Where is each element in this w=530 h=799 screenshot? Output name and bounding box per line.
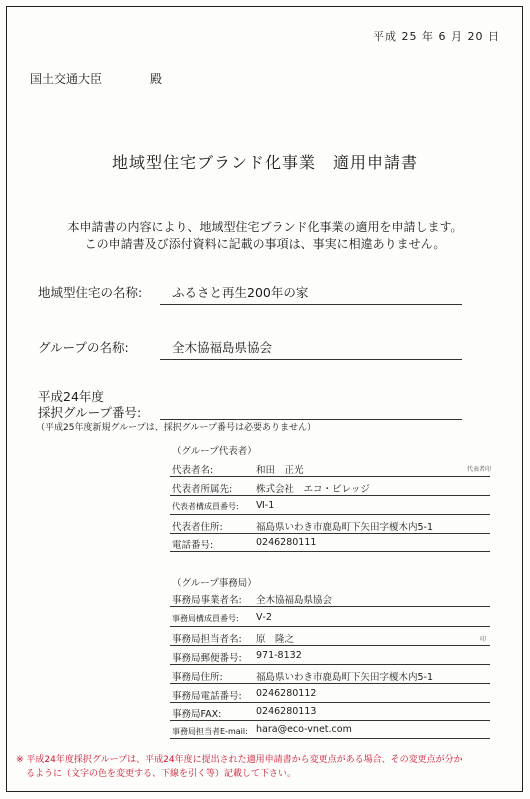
office-email-value: hara@eco-vnet.com <box>256 724 352 735</box>
office-phone-underline <box>170 702 490 703</box>
office-fax-label: 事務局FAX: <box>172 709 222 720</box>
office-contact-value: 原 隆之 <box>256 634 295 645</box>
office-postal-label: 事務局郵便番号: <box>172 653 242 664</box>
representative-heading: （グループ代表者） <box>172 446 257 457</box>
document-title: 地域型住宅ブランド化事業 適用申請書 <box>111 153 418 172</box>
rep-phone-value: 0246280111 <box>256 537 317 548</box>
rep-name-label: 代表者名: <box>172 465 214 476</box>
rep-member-number-underline <box>170 514 490 515</box>
intro-line-2: この申請書及び添付資料に記載の事項は、事実に相違ありません。 <box>84 237 446 251</box>
rep-member-number-label: 代表者構成員番号: <box>172 502 239 511</box>
rep-phone-underline <box>170 551 490 552</box>
rep-phone-label: 電話番号: <box>172 540 214 551</box>
addressee-honorific: 殿 <box>150 72 163 86</box>
office-address-value: 福島県いわき市鹿島町下矢田字榎木内5-1 <box>256 672 434 683</box>
brand-name-underline <box>160 304 462 305</box>
office-company-value: 全木協福島県協会 <box>256 595 333 606</box>
office-company-underline <box>170 606 490 607</box>
application-date: 平成 25 年 6 月 20 日 <box>373 30 500 43</box>
group-name-value: 全木協福島県協会 <box>172 340 273 355</box>
adopted-year-label: 平成24年度 <box>38 389 104 404</box>
office-fax-underline <box>170 720 490 721</box>
rep-affiliation-label: 代表者所属先: <box>172 484 233 495</box>
office-fax-value: 0246280113 <box>256 706 317 717</box>
group-name-underline <box>160 359 462 360</box>
footnote-line-2: るように（文字の色を変更する、下線を引く等）記載して下さい。 <box>26 769 297 779</box>
rep-affiliation-value: 株式会社 エコ・ビレッジ <box>256 484 370 495</box>
office-member-number-label: 事務局構成員番号: <box>172 614 239 623</box>
brand-name-label: 地域型住宅の名称: <box>38 285 143 300</box>
office-phone-value: 0246280112 <box>256 688 317 699</box>
office-contact-underline <box>170 645 490 646</box>
office-postal-underline <box>170 664 490 665</box>
office-postal-value: 971-8132 <box>256 650 302 661</box>
group-name-label: グループの名称: <box>38 340 129 355</box>
adopted-number-label: 採択グループ番号: <box>38 405 142 420</box>
footnote-line-1: ※ 平成24年度採択グループは、平成24年度に提出された適用申請書から変更点がある場合、その変更点が分か <box>16 755 463 765</box>
rep-member-number-value: Ⅵ-1 <box>256 500 275 511</box>
office-member-number-underline <box>170 626 490 627</box>
rep-affiliation-underline <box>170 495 490 496</box>
intro-line-1: 本申請書の内容により、地域型住宅ブランド化事業の適用を申請します。 <box>67 220 463 234</box>
office-address-label: 事務局住所: <box>172 672 223 683</box>
office-address-underline <box>170 683 490 684</box>
brand-name-value: ふるさと再生200年の家 <box>172 285 309 300</box>
addressee: 国土交通大臣 <box>30 72 103 86</box>
office-heading: （グループ事務局） <box>172 578 257 589</box>
office-email-underline <box>170 738 490 739</box>
office-email-label: 事務局担当者E-mail: <box>172 727 248 736</box>
rep-address-value: 福島県いわき市鹿島町下矢田字榎木内5-1 <box>256 522 434 533</box>
office-seal: 印 <box>480 636 487 643</box>
office-contact-label: 事務局担当者名: <box>172 634 242 645</box>
adopted-number-note: （平成25年度新規グループは、採択グループ番号は必要ありません） <box>36 423 317 433</box>
rep-address-label: 代表者住所: <box>172 522 223 533</box>
office-phone-label: 事務局電話番号: <box>172 691 242 702</box>
office-company-label: 事務局事業者名: <box>172 595 242 606</box>
rep-address-underline <box>170 533 490 534</box>
office-member-number-value: Ⅴ-2 <box>256 612 272 623</box>
representative-seal: 代表者印 <box>467 466 492 473</box>
rep-name-value: 和田 正光 <box>256 465 304 476</box>
rep-name-underline <box>170 476 490 477</box>
